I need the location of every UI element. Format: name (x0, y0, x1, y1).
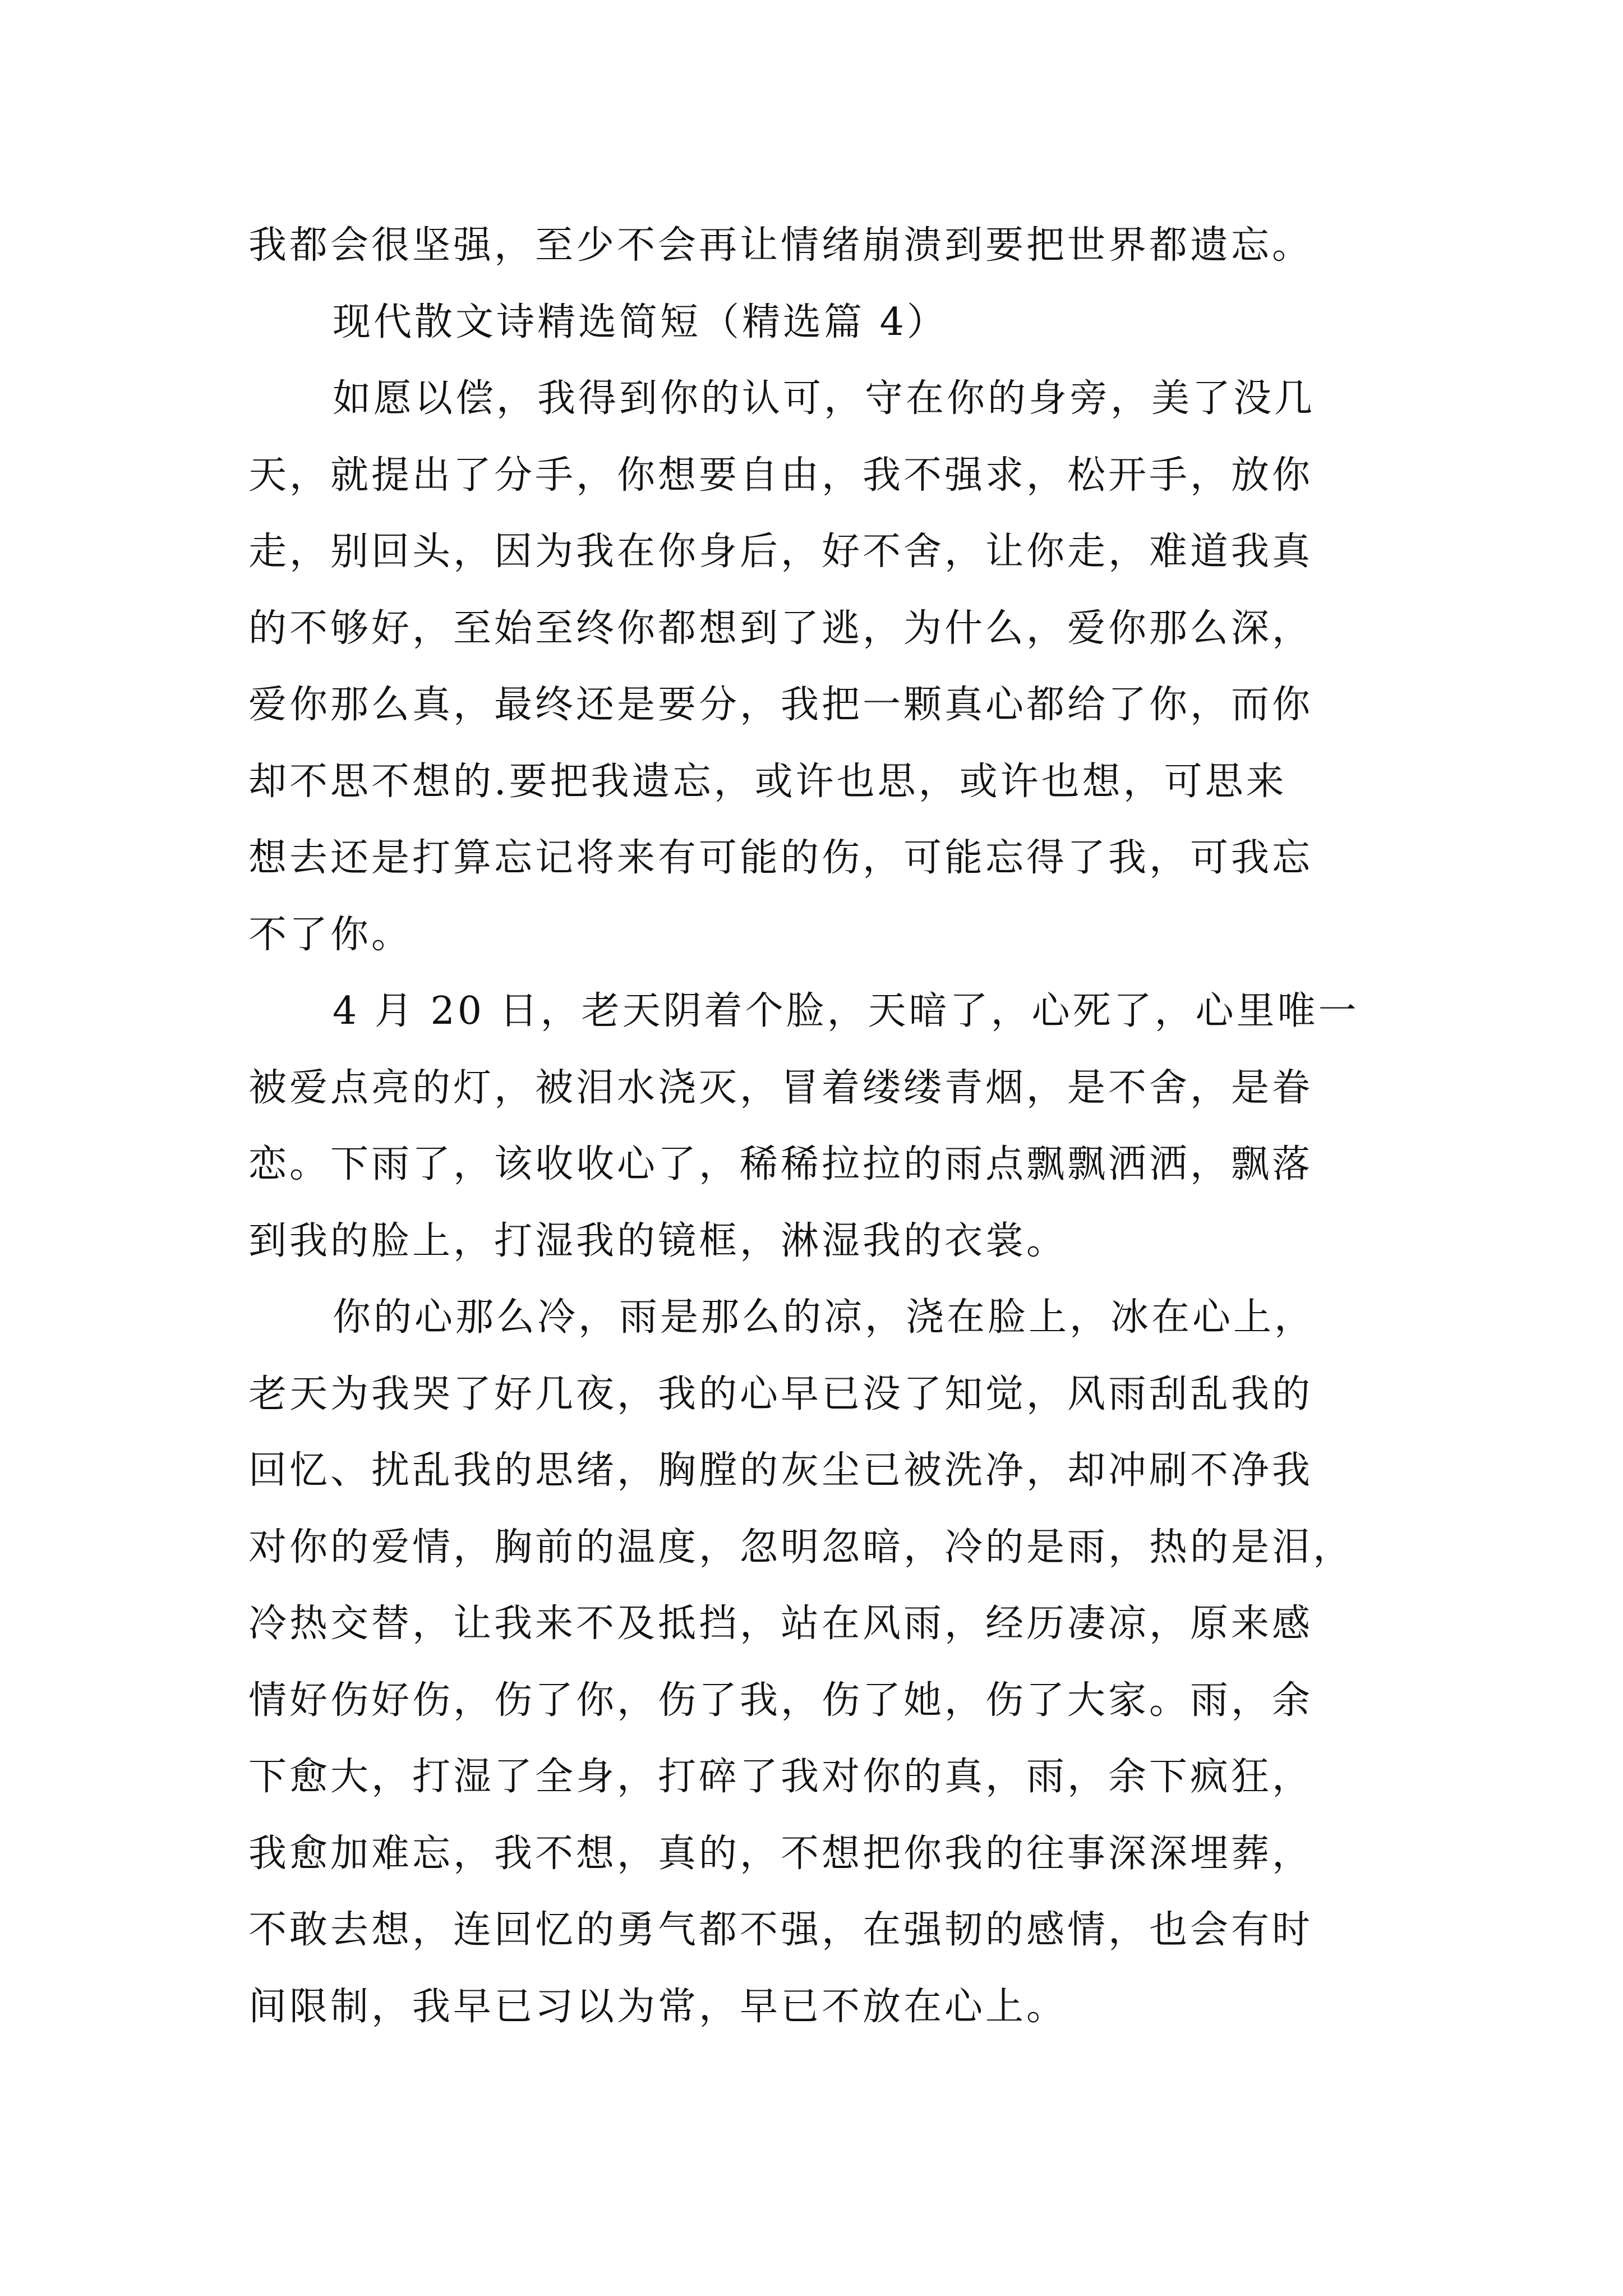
text-line: 天，就提出了分手，你想要自由，我不强求，松开手，放你 (248, 453, 1313, 498)
text-line: 下愈大，打湿了全身，打碎了我对你的真，雨，余下疯狂， (248, 1755, 1313, 1799)
text-line: 对你的爱情，胸前的温度，忽明忽暗，冷的是雨，热的是泪， (248, 1525, 1354, 1570)
text-line: 却不思不想的.要把我遗忘，或许也思，或许也想，可思来 (248, 759, 1287, 804)
section-heading: 现代散文诗精选简短（精选篇 4） (333, 300, 948, 344)
text-line: 的不够好，至始至终你都想到了逃，为什么，爱你那么深， (248, 606, 1313, 651)
text-line: 恋。下雨了，该收收心了，稀稀拉拉的雨点飘飘洒洒，飘落 (248, 1142, 1313, 1186)
text-line: 情好伤好伤，伤了你，伤了我，伤了她，伤了大家。雨，余 (248, 1678, 1313, 1723)
text-line: 我愈加难忘，我不想，真的，不想把你我的往事深深埋葬， (248, 1831, 1313, 1876)
text-line: 被爱点亮的灯，被泪水浇灭，冒着缕缕青烟，是不舍，是眷 (248, 1065, 1313, 1110)
text-line: 老天为我哭了好几夜，我的心早已没了知觉，风雨刮乱我的 (248, 1372, 1313, 1416)
text-line: 4 月 20 日，老天阴着个脸，天暗了，心死了，心里唯一 (333, 989, 1359, 1033)
body-text (248, 208, 1393, 2045)
text-line: 走，别回头，因为我在你身后，好不舍，让你走，难道我真 (248, 530, 1313, 574)
text-line: 不敢去想，连回忆的勇气都不强，在强韧的感情，也会有时 (248, 1908, 1313, 1952)
text-line: 冷热交替，让我来不及抵挡，站在风雨，经历凄凉，原来感 (248, 1602, 1313, 1646)
text-line: 爱你那么真，最终还是要分，我把一颗真心都给了你，而你 (248, 683, 1313, 727)
text-line: 到我的脸上，打湿我的镜框，淋湿我的衣裳。 (248, 1218, 1068, 1263)
text-line: 我都会很坚强，至少不会再让情绪崩溃到要把世界都遗忘。 (248, 223, 1313, 268)
text-line: 不了你。 (248, 912, 413, 957)
text-line: 回忆、扰乱我的思绪，胸膛的灰尘已被洗净，却冲刷不净我 (248, 1448, 1313, 1493)
text-line: 如愿以偿，我得到你的认可，守在你的身旁，美了没几 (333, 376, 1316, 421)
text-line: 你的心那么冷，雨是那么的凉，浇在脸上，冰在心上， (333, 1295, 1316, 1340)
text-line: 想去还是打算忘记将来有可能的伤，可能忘得了我，可我忘 (248, 836, 1313, 880)
text-line: 间限制，我早已习以为常，早已不放在心上。 (248, 1984, 1068, 2029)
